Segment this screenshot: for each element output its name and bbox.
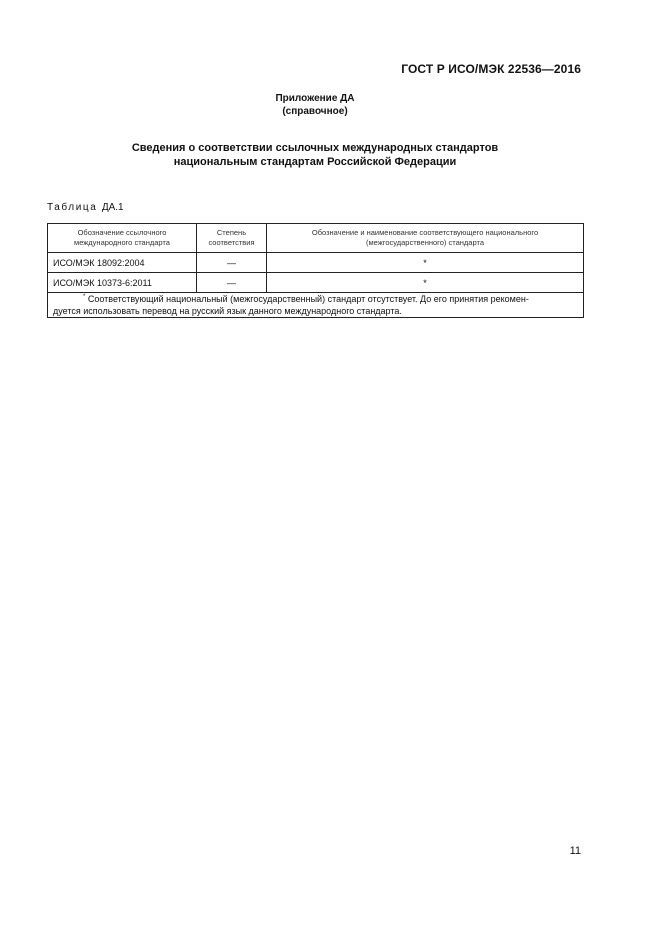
table-row: [48, 273, 584, 293]
footnote-line-2: дуется использовать перевод на русский язык данного международного стандарта.: [53, 306, 402, 316]
footnote-mark: *: [83, 294, 86, 300]
annex-type: (справочное): [282, 106, 348, 117]
column-header-standard: Обозначение ссылочного международного стандарта: [48, 224, 197, 253]
section-heading: [0, 141, 630, 169]
table-footnote-row: [48, 293, 584, 318]
cell-standard: ИСО/МЭК 18092:2004: [48, 253, 197, 273]
table-caption-word: Таблица: [47, 202, 98, 213]
footnote-line-1: [53, 293, 578, 305]
cell-degree: —: [197, 273, 267, 293]
annex-header: [0, 92, 630, 118]
section-heading-line-2: национальным стандартам Российской Федерации: [173, 156, 457, 168]
cell-national: *: [267, 253, 584, 273]
table-header-row: [48, 224, 584, 253]
column-header-national: Обозначение и наименование соответствующего национального (межгосударственного) стандарта: [267, 224, 584, 253]
footnote-text-1: Соответствующий национальный (межгосударственный) стандарт отсутствует. До его принятия рекомен-: [87, 294, 529, 304]
table-caption-number: ДА.1: [101, 202, 124, 213]
cell-degree: —: [197, 253, 267, 273]
section-heading-line-1: Сведения о соответствии ссылочных международных стандартов: [131, 142, 499, 154]
table-footnote: [48, 293, 584, 318]
column-header-degree: Степень соответствия: [197, 224, 267, 253]
annex-title: Приложение ДА: [275, 93, 355, 104]
cell-national: *: [267, 273, 584, 293]
cell-standard: ИСО/МЭК 10373-6:2011: [48, 273, 197, 293]
reference-table: [47, 223, 584, 318]
page-number: 11: [569, 845, 581, 857]
document-code: ГОСТ Р ИСО/МЭК 22536—2016: [401, 62, 581, 76]
table-caption: [47, 202, 124, 213]
table-row: [48, 253, 584, 273]
